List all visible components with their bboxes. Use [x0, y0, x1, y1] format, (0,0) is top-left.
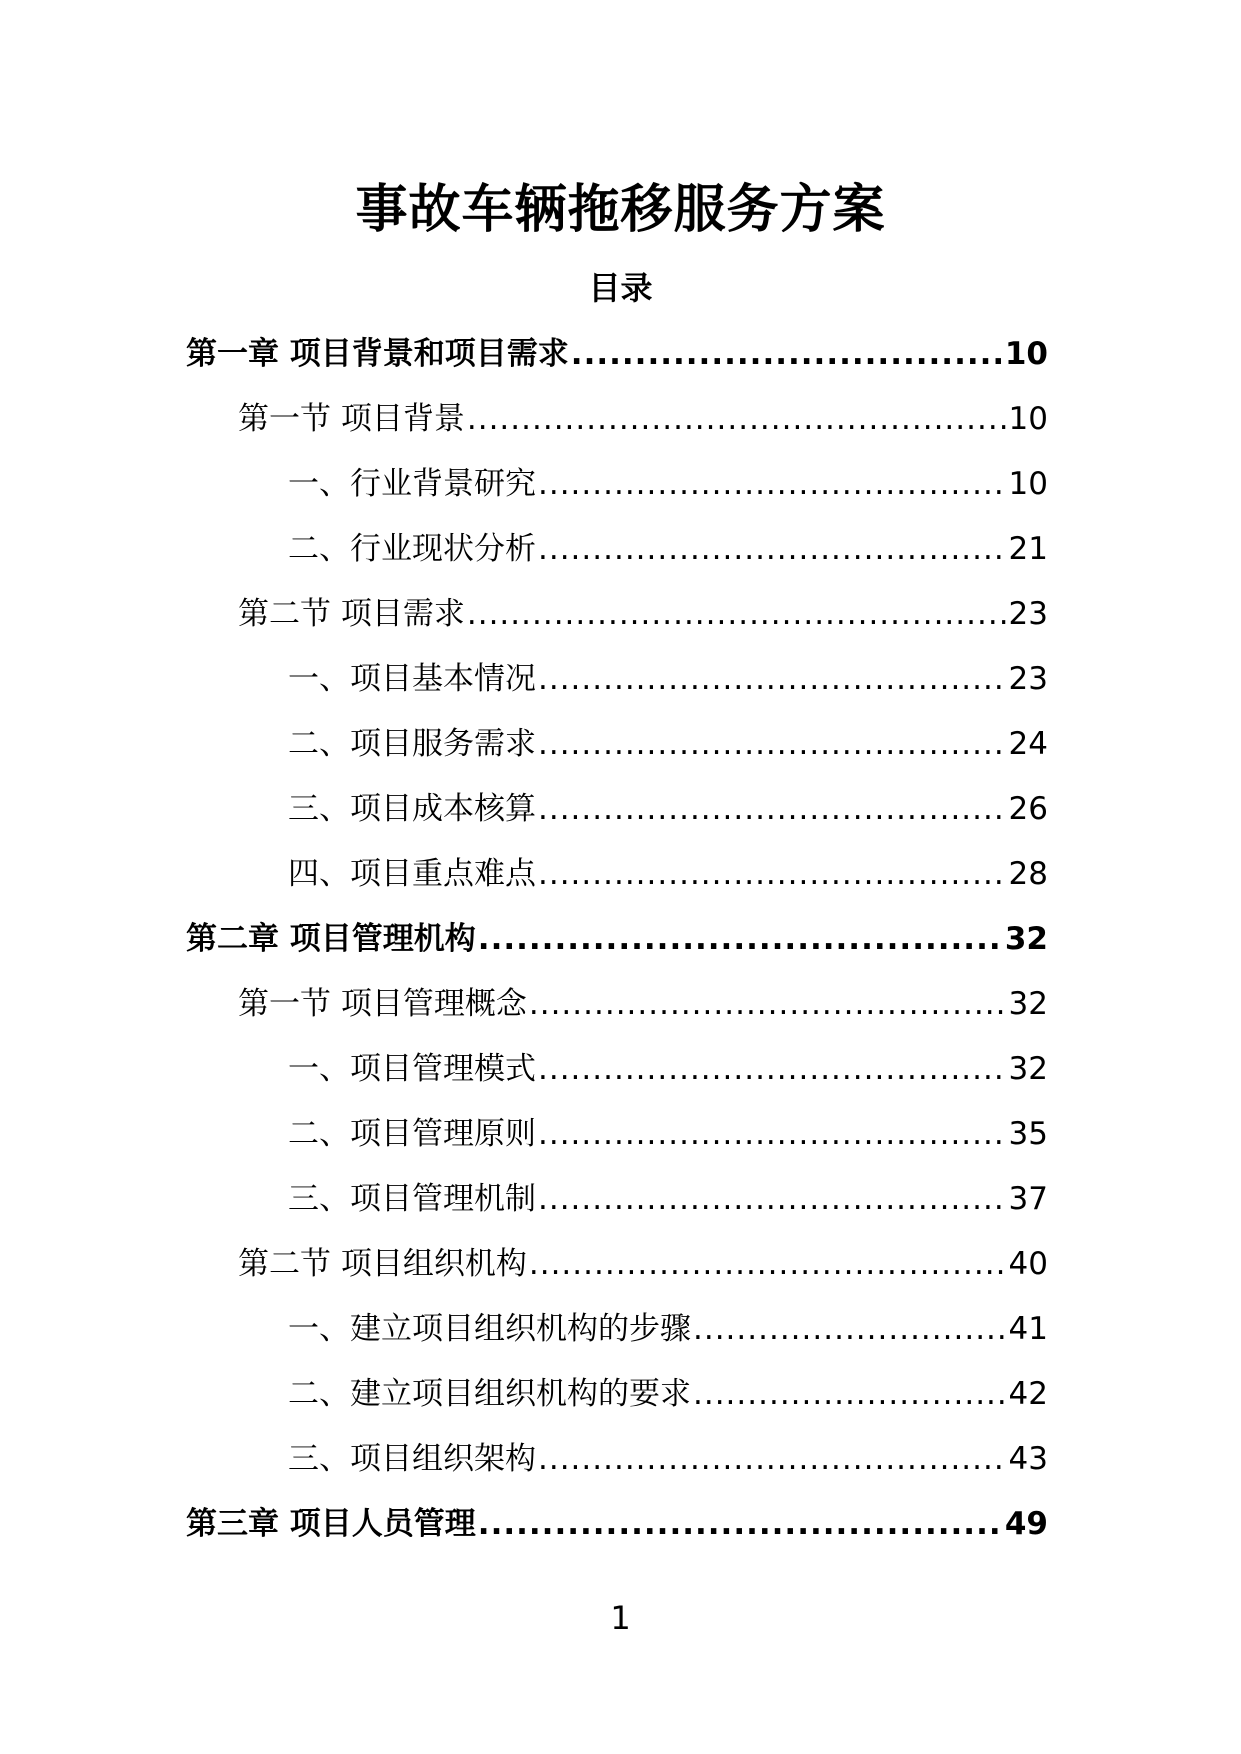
- toc-entry-title: 三、项目成本核算: [288, 791, 536, 827]
- toc-dot-leader: [538, 517, 1007, 582]
- toc-entry-page: 10: [1008, 401, 1048, 437]
- toc-entry-page: 43: [1008, 1441, 1048, 1477]
- toc-entry-page: 10: [1008, 466, 1048, 502]
- toc-subsection-entry[interactable]: [186, 1167, 1048, 1232]
- toc-dot-leader: [538, 1037, 1007, 1102]
- toc-entry-title: 第二章 项目管理机构: [186, 921, 476, 957]
- toc-entry-title: 三、项目管理机制: [288, 1181, 536, 1217]
- toc-dot-leader: [529, 1232, 1007, 1297]
- toc-dot-leader: [538, 1102, 1007, 1167]
- toc-dot-leader: [538, 712, 1007, 777]
- table-of-contents: [186, 322, 1048, 1557]
- toc-entry-page: 35: [1008, 1116, 1048, 1152]
- toc-subsection-entry[interactable]: [186, 517, 1048, 582]
- toc-entry-page: 37: [1008, 1181, 1048, 1217]
- toc-entry-title: 一、行业背景研究: [288, 466, 536, 502]
- toc-entry-page: 40: [1008, 1246, 1048, 1282]
- toc-dot-leader: [478, 1492, 1003, 1557]
- toc-entry-page: 10: [1004, 336, 1048, 372]
- toc-entry-title: 二、项目服务需求: [288, 726, 536, 762]
- toc-section-entry[interactable]: [186, 387, 1048, 452]
- toc-dot-leader: [538, 647, 1007, 712]
- toc-entry-title: 第二节 项目需求: [238, 596, 465, 632]
- toc-dot-leader: [538, 452, 1007, 517]
- document-title: 事故车辆拖移服务方案: [355, 180, 886, 240]
- toc-entry-title: 第三章 项目人员管理: [186, 1506, 476, 1542]
- toc-entry-title: 二、行业现状分析: [288, 531, 536, 567]
- toc-dot-leader: [467, 582, 1007, 647]
- toc-chapter-entry[interactable]: [186, 1492, 1048, 1557]
- toc-entry-title: 一、项目管理模式: [288, 1051, 536, 1087]
- toc-entry-page: 21: [1008, 531, 1048, 567]
- toc-entry-page: 24: [1008, 726, 1048, 762]
- toc-entry-page: 32: [1008, 1051, 1048, 1087]
- toc-heading: 目录: [588, 269, 653, 307]
- toc-subsection-entry[interactable]: [186, 452, 1048, 517]
- toc-entry-page: 26: [1008, 791, 1048, 827]
- toc-subsection-entry[interactable]: [186, 842, 1048, 907]
- toc-dot-leader: [538, 777, 1007, 842]
- toc-subsection-entry[interactable]: [186, 1102, 1048, 1167]
- toc-entry-title: 第二节 项目组织机构: [238, 1246, 527, 1282]
- toc-subsection-entry[interactable]: [186, 1297, 1048, 1362]
- toc-chapter-entry[interactable]: [186, 907, 1048, 972]
- toc-section-entry[interactable]: [186, 1232, 1048, 1297]
- toc-dot-leader: [693, 1297, 1007, 1362]
- toc-dot-leader: [538, 1167, 1007, 1232]
- toc-section-entry[interactable]: [186, 582, 1048, 647]
- toc-entry-title: 一、项目基本情况: [288, 661, 536, 697]
- toc-subsection-entry[interactable]: [186, 1362, 1048, 1427]
- toc-subsection-entry[interactable]: [186, 1037, 1048, 1102]
- toc-subsection-entry[interactable]: [186, 777, 1048, 842]
- toc-subsection-entry[interactable]: [186, 1427, 1048, 1492]
- toc-section-entry[interactable]: [186, 972, 1048, 1037]
- toc-dot-leader: [478, 907, 1003, 972]
- toc-subsection-entry[interactable]: [186, 712, 1048, 777]
- toc-dot-leader: [538, 1427, 1007, 1492]
- toc-chapter-entry[interactable]: [186, 322, 1048, 387]
- toc-entry-page: 23: [1008, 661, 1048, 697]
- toc-entry-page: 42: [1008, 1376, 1048, 1412]
- toc-dot-leader: [529, 972, 1007, 1037]
- toc-dot-leader: [571, 322, 1003, 387]
- toc-entry-title: 四、项目重点难点: [288, 856, 536, 892]
- page-number: 1: [610, 1599, 631, 1637]
- toc-dot-leader: [693, 1362, 1007, 1427]
- toc-entry-page: 32: [1004, 921, 1048, 957]
- toc-entry-title: 一、建立项目组织机构的步骤: [288, 1311, 691, 1347]
- toc-entry-title: 三、项目组织架构: [288, 1441, 536, 1477]
- toc-entry-page: 23: [1008, 596, 1048, 632]
- toc-entry-page: 41: [1008, 1311, 1048, 1347]
- toc-entry-title: 二、项目管理原则: [288, 1116, 536, 1152]
- toc-subsection-entry[interactable]: [186, 647, 1048, 712]
- toc-entry-title: 第一节 项目背景: [238, 401, 465, 437]
- toc-entry-page: 49: [1004, 1506, 1048, 1542]
- toc-dot-leader: [467, 387, 1007, 452]
- toc-entry-page: 28: [1008, 856, 1048, 892]
- toc-dot-leader: [538, 842, 1007, 907]
- toc-entry-title: 二、建立项目组织机构的要求: [288, 1376, 691, 1412]
- toc-entry-title: 第一节 项目管理概念: [238, 986, 527, 1022]
- toc-entry-title: 第一章 项目背景和项目需求: [186, 336, 569, 372]
- toc-entry-page: 32: [1008, 986, 1048, 1022]
